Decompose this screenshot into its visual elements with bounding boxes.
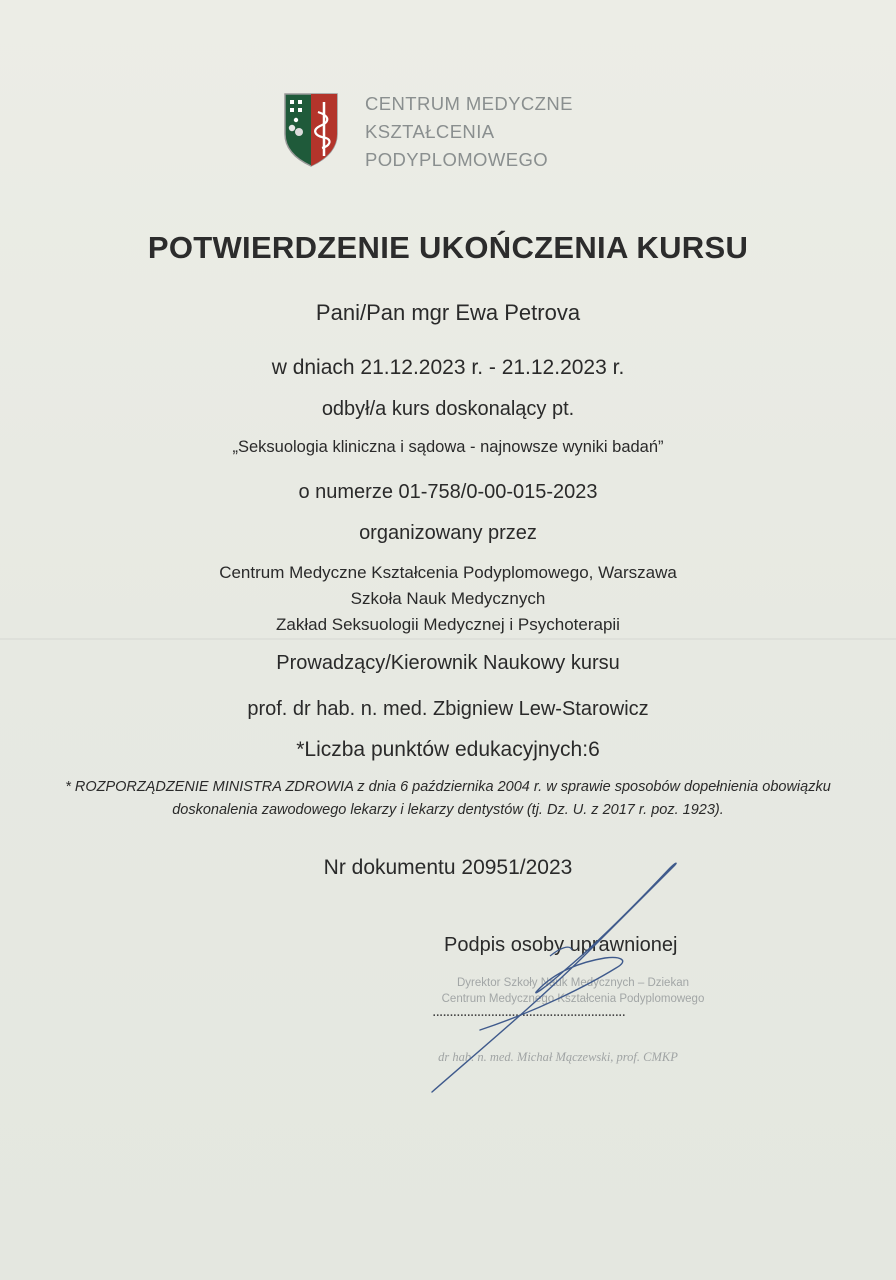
logo-line-2: KSZTAŁCENIA	[365, 121, 495, 142]
stamp-line-2: Centrum Medycznego Kształcenia Podyplomowego	[441, 993, 705, 1005]
document-title: POTWIERDZENIE UKOŃCZENIA KURSU	[147, 230, 749, 265]
shield-emblem-icon	[282, 90, 340, 168]
recipient-name: Pani/Pan mgr Ewa Petrova	[315, 300, 581, 325]
course-number: o numerze 01-758/0-00-015-2023	[298, 481, 598, 503]
handwritten-signature	[420, 860, 700, 1100]
document-number: Nr dokumentu 20951/2023	[323, 856, 573, 879]
logo-line-3: PODYPLOMOWEGO	[365, 149, 549, 170]
footnote-text: z dnia 6 października 2004 r. w sprawie sposobów dopełnienia obowiązku doskonalenia zawodowego lekarzy i lekarzy dentystów (tj. Dz. U. z 2017 r. poz. 1923).	[172, 779, 831, 818]
stamp-signatory-name: dr hab. n. med. Michał Mączewski, prof. CMKP	[438, 1050, 678, 1064]
completion-statement: odbył/a kurs doskonalący pt.	[321, 398, 575, 420]
logo-line-1: CENTRUM MEDYCZNE	[365, 93, 573, 114]
course-lead-name: prof. dr hab. n. med. Zbigniew Lew-Starowicz	[247, 698, 649, 720]
regulation-footnote	[50, 776, 846, 822]
stamp-line-1: Dyrektor Szkoły Nauk Medycznych – Dziekan	[457, 977, 689, 989]
institution-line-2: Szkoła Nauk Medycznych	[350, 589, 546, 608]
organizer-institution	[0, 560, 896, 638]
footnote-regulation-name: * ROZPORZĄDZENIE MINISTRA ZDROWIA	[65, 779, 354, 795]
course-lead-label: Prowadzący/Kierownik Naukowy kursu	[276, 652, 620, 674]
organized-by-label: organizowany przez	[359, 522, 537, 544]
course-dates: w dniach 21.12.2023 r. - 21.12.2023 r.	[271, 356, 625, 379]
course-title: „Seksuologia kliniczna i sądowa - najnowsze wyniki badań”	[232, 438, 664, 456]
institution-line-3: Zakład Seksuologii Medycznej i Psychoterapii	[276, 615, 620, 634]
institution-line-1: Centrum Medyczne Kształcenia Podyplomowego, Warszawa	[219, 563, 677, 582]
signature-label: Podpis osoby uprawnionej	[444, 934, 678, 956]
paper-fold	[0, 638, 896, 640]
education-points: *Liczba punktów edukacyjnych:6	[296, 738, 600, 761]
signature-dotted-line: ........................................................	[432, 1003, 625, 1020]
institution-logo	[282, 90, 582, 170]
logo-wordmark	[365, 90, 573, 174]
